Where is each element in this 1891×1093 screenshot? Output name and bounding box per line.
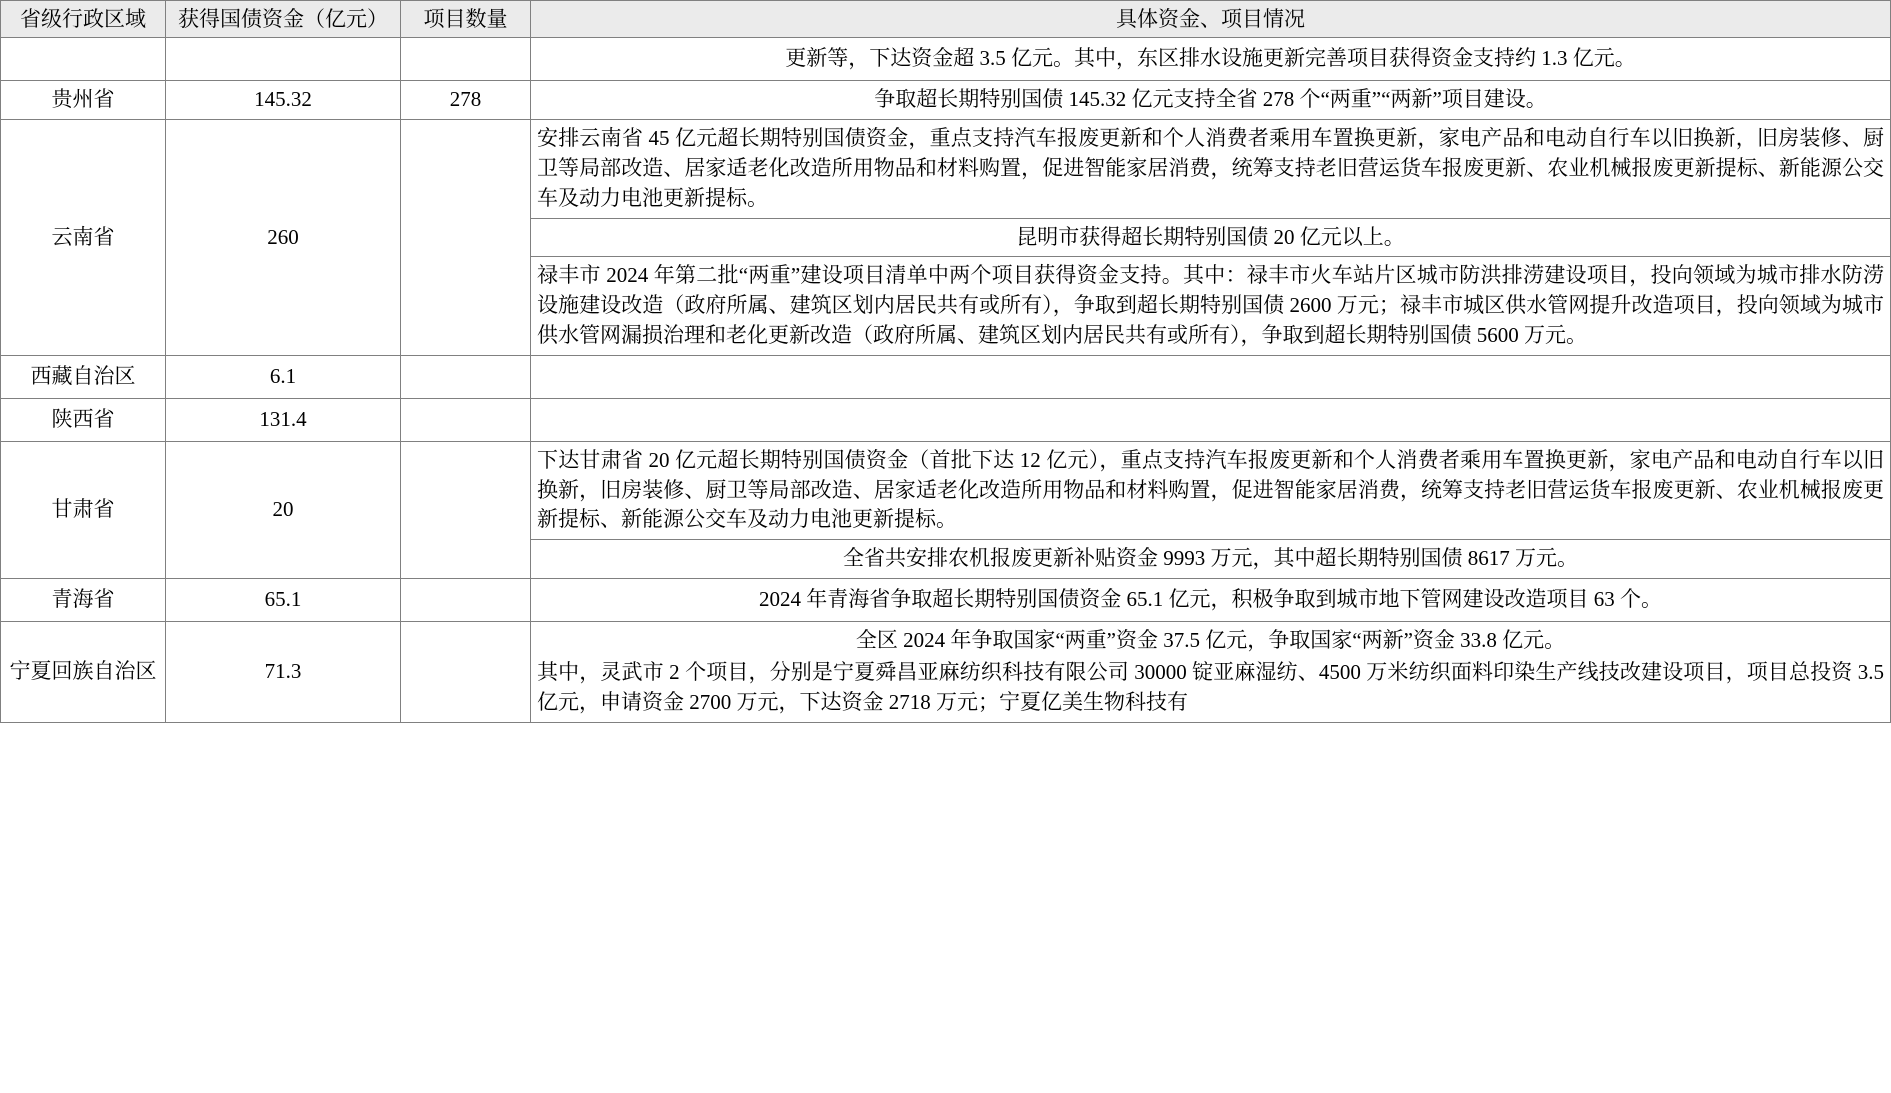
- cell-amount: 20: [166, 441, 401, 578]
- cell-detail: [531, 398, 1891, 441]
- cell-detail: 安排云南省 45 亿元超长期特别国债资金，重点支持汽车报废更新和个人消费者乘用车置换更新，家电产品和电动自行车以旧换新，旧房装修、厨卫等局部改造、居家适老化改造所用物品和材料购置，促进智能家居消费，统筹支持老旧营运货车报废更新、农业机械报废更新提标、新能源公交车及动力电池更新提标。: [531, 120, 1891, 218]
- column-header-amount: [166, 1, 401, 38]
- table-header: [1, 1, 1891, 38]
- cell-amount: 65.1: [166, 579, 401, 622]
- table-row: [1, 441, 1891, 539]
- table-row: [1, 398, 1891, 441]
- cell-count: [401, 38, 531, 81]
- cell-amount: 6.1: [166, 355, 401, 398]
- table-row: [1, 622, 1891, 722]
- cell-count: [401, 398, 531, 441]
- cell-count: [401, 441, 531, 578]
- cell-region: 云南省: [1, 120, 166, 356]
- table-row: [1, 355, 1891, 398]
- column-header-detail-label: 具体资金、项目情况: [1116, 7, 1305, 31]
- cell-detail: 昆明市获得超长期特别国债 20 亿元以上。: [531, 218, 1891, 257]
- cell-region: 西藏自治区: [1, 355, 166, 398]
- cell-detail: 更新等，下达资金超 3.5 亿元。其中，东区排水设施更新完善项目获得资金支持约 1.3 亿元。: [531, 38, 1891, 81]
- table-row: [1, 38, 1891, 81]
- column-header-region: [1, 1, 166, 38]
- cell-region: [1, 38, 166, 81]
- cell-region: 宁夏回族自治区: [1, 622, 166, 722]
- detail-paragraph: 全区 2024 年争取国家“两重”资金 37.5 亿元，争取国家“两新”资金 33.8 亿元。: [855, 628, 1566, 653]
- cell-detail: 争取超长期特别国债 145.32 亿元支持全省 278 个“两重”“两新”项目建设。: [531, 81, 1891, 120]
- column-header-region-label: 省级行政区域: [20, 7, 146, 31]
- cell-amount: 131.4: [166, 398, 401, 441]
- cell-detail: 全省共安排农机报废更新补贴资金 9993 万元，其中超长期特别国债 8617 万元。: [531, 540, 1891, 579]
- table-body: [1, 38, 1891, 722]
- cell-region: 青海省: [1, 579, 166, 622]
- header-row: [1, 1, 1891, 38]
- cell-amount: 145.32: [166, 81, 401, 120]
- cell-count: [401, 579, 531, 622]
- cell-region: 陕西省: [1, 398, 166, 441]
- cell-count: [401, 355, 531, 398]
- cell-region: 贵州省: [1, 81, 166, 120]
- cell-count: [401, 120, 531, 356]
- cell-detail: [531, 355, 1891, 398]
- cell-detail: 禄丰市 2024 年第二批“两重”建设项目清单中两个项目获得资金支持。其中：禄丰市火车站片区城市防洪排涝建设项目，投向领域为城市排水防涝设施建设改造（政府所属、建筑区划内居民共有或所有），争取到超长期特别国债 2600 万元；禄丰市城区供水管网提升改造项目，投向领域为城市供水管网漏损治理和老化更新改造（政府所属、建筑区划内居民共有或所有），争取到超长期特别国债 5600 万元。: [531, 257, 1891, 355]
- column-header-count-label: 项目数量: [423, 7, 508, 31]
- cell-count: 278: [401, 81, 531, 120]
- cell-detail: [531, 622, 1891, 722]
- cell-detail: 2024 年青海省争取超长期特别国债资金 65.1 亿元，积极争取到城市地下管网建设改造项目 63 个。: [531, 579, 1891, 622]
- cell-detail: 下达甘肃省 20 亿元超长期特别国债资金（首批下达 12 亿元），重点支持汽车报废更新和个人消费者乘用车置换更新，家电产品和电动自行车以旧换新，旧房装修、厨卫等局部改造、居家适老化改造所用物品和材料购置，促进智能家居消费，统筹支持老旧营运货车报废更新、农业机械报废更新提标、新能源公交车及动力电池更新提标。: [531, 441, 1891, 539]
- cell-count: [401, 622, 531, 722]
- column-header-detail: [531, 1, 1891, 38]
- cell-region: 甘肃省: [1, 441, 166, 578]
- table-row: [1, 81, 1891, 120]
- column-header-count: [401, 1, 531, 38]
- detail-paragraph: 其中，灵武市 2 个项目，分别是宁夏舜昌亚麻纺织科技有限公司 30000 锭亚麻湿纺、4500 万米纺织面料印染生产线技改建设项目，项目总投资 3.5 亿元，申请资金 2700 万元，下达资金 2718 万元；宁夏亿美生物科技有: [537, 659, 1884, 714]
- column-header-amount-label: 获得国债资金（亿元）: [178, 7, 388, 31]
- cell-amount: 260: [166, 120, 401, 356]
- table-row: [1, 120, 1891, 218]
- table-row: [1, 579, 1891, 622]
- cell-amount: [166, 38, 401, 81]
- cell-amount: 71.3: [166, 622, 401, 722]
